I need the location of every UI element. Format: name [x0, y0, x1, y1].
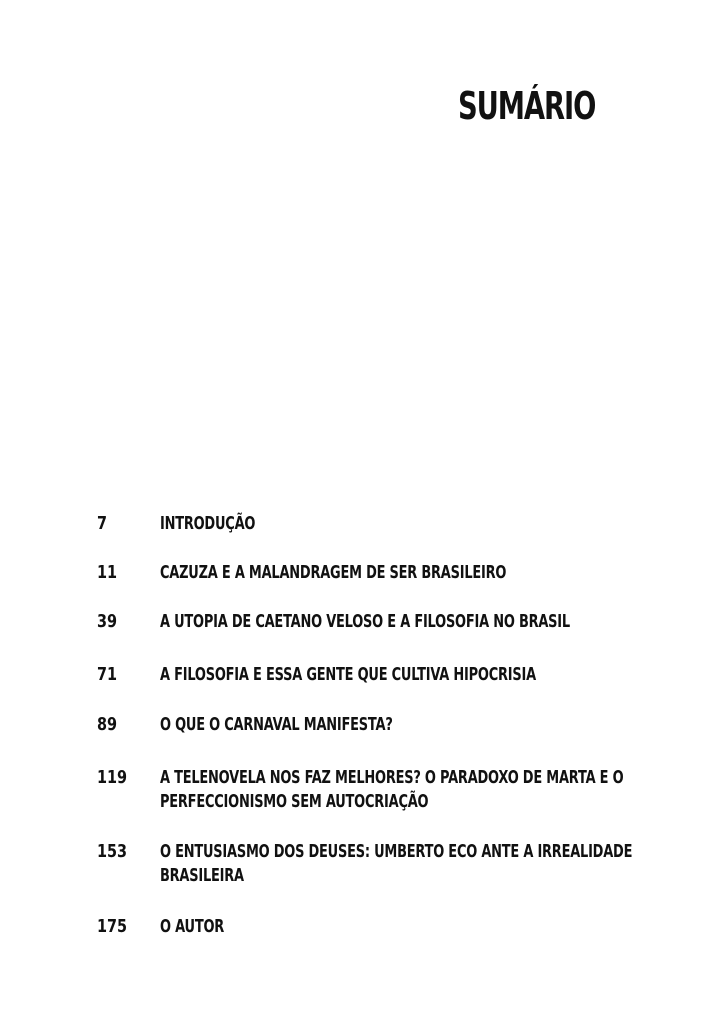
toc-entry-title [160, 915, 599, 939]
toc-title-line: BRASILEIRA [160, 865, 244, 886]
toc-entry-title [160, 610, 599, 634]
toc-page-number: 119 [97, 767, 128, 788]
toc-entry-title [160, 766, 624, 814]
toc-page-number: 89 [97, 714, 118, 735]
toc-page-number: 175 [97, 916, 128, 937]
toc-page-number: 71 [97, 664, 118, 685]
toc-title-line: O ENTUSIASMO DOS DEUSES: UMBERTO ECO ANTE A IRREALIDADE [160, 841, 633, 862]
toc-title-line: A UTOPIA DE CAETANO VELOSO E A FILOSOFIA NO BRASIL [160, 611, 570, 632]
toc-title-line: PERFECCIONISMO SEM AUTOCRIAÇÃO [160, 791, 429, 812]
toc-page-number: 39 [97, 611, 118, 632]
toc-title-line: O QUE O CARNAVAL MANIFESTA? [160, 714, 393, 735]
toc-page-number: 11 [97, 562, 118, 583]
toc-page-number: 153 [97, 841, 128, 862]
toc-entry-title [160, 512, 599, 536]
page-title: SUMÁRIO [458, 84, 596, 128]
toc-title-line: CAZUZA E A MALANDRAGEM DE SER BRASILEIRO [160, 562, 507, 583]
toc-title-line: O AUTOR [160, 916, 225, 937]
toc-entry-title [160, 713, 599, 737]
toc-entry-title [160, 663, 599, 687]
toc-entry-title [160, 561, 599, 585]
toc-title-line: A TELENOVELA NOS FAZ MELHORES? O PARADOXO DE MARTA E O [160, 767, 624, 788]
toc-page-number: 7 [97, 513, 108, 534]
toc-title-line: A FILOSOFIA E ESSA GENTE QUE CULTIVA HIPOCRISIA [160, 664, 536, 685]
toc-title-line: INTRODUÇÃO [160, 513, 256, 534]
toc-entry-title [160, 840, 633, 888]
